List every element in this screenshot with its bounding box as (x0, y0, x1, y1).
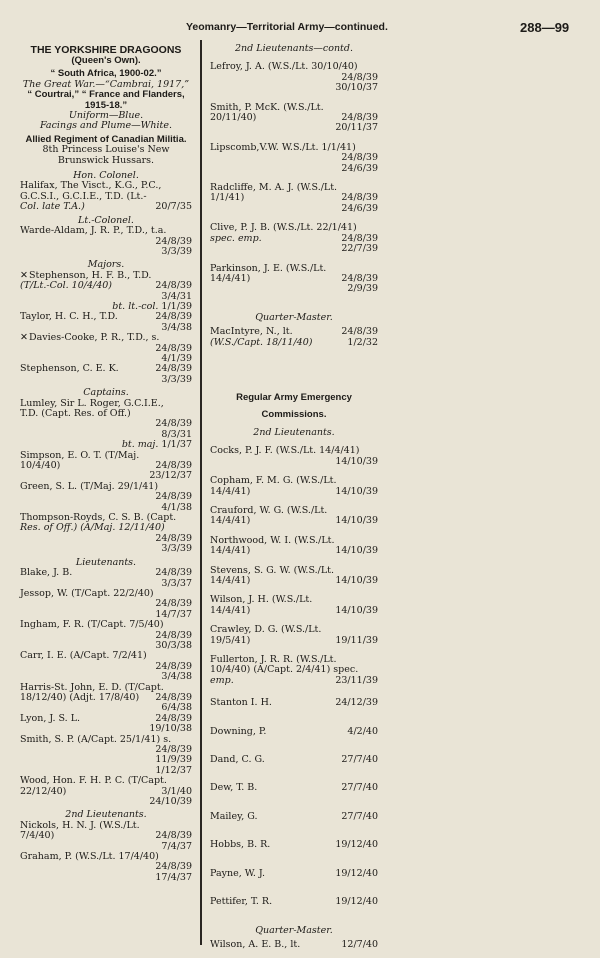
entry-date: 4/1/39 (161, 352, 192, 364)
battle-honour: “ South Africa, 1900-02.” (50, 68, 162, 80)
entry-date: 3/4/31 (161, 290, 192, 302)
regiment-subtitle: (Queen's Own). (71, 55, 141, 66)
entry-date: 1/1/39 (161, 300, 192, 312)
entry-date: 24/8/39 (155, 660, 192, 672)
entry-name: Dew, T. B. (210, 782, 258, 794)
entry-date: 3/3/39 (161, 373, 192, 385)
allied-regiment-heading: Allied Regiment of Canadian Militia. (25, 133, 187, 145)
entry-name: Wood, Hon. F. H. P. C. (T/Capt. (20, 775, 167, 787)
entry-date: 4/1/38 (161, 501, 192, 513)
page-number: 288—99 (520, 20, 570, 35)
entry-date: 3/1/40 (161, 785, 192, 797)
entry-date: 24/8/39 (155, 311, 192, 323)
entry-date: 24/8/39 (341, 112, 378, 124)
entry-date: 12/7/40 (341, 938, 378, 950)
entry-date: 19/12/40 (335, 867, 378, 879)
entry-date: 24/8/39 (155, 280, 192, 292)
section-title: Commissions. (261, 408, 327, 420)
entry-name: Lyon, J. S. L. (20, 712, 81, 724)
entry-text: 22/12/40) (20, 785, 67, 797)
entry-text: 20/11/40) (210, 112, 257, 124)
entry-date: 3/3/37 (161, 577, 192, 589)
entry-date: 1/1/37 (161, 439, 192, 451)
entry-name: Blake, J. B. (20, 567, 73, 579)
entry-name: Wilson, J. H. (W.S./Lt. (210, 594, 313, 606)
entry-date: 14/10/39 (335, 455, 378, 467)
entry-text: spec. emp. (210, 232, 262, 244)
entry-date: 14/10/39 (335, 575, 378, 586)
running-header (0, 20, 600, 38)
allied-unit: 8th Princess Louise's New Brunswick Hussars. (42, 144, 170, 166)
entry-date: 24/8/39 (155, 235, 192, 247)
entry-text: 18/12/40) (Adjt. 17/8/40) (20, 691, 140, 703)
entry-date: 24/8/39 (155, 567, 192, 579)
entry-date: 24/8/39 (155, 861, 192, 873)
entry-date: 24/8/39 (155, 363, 192, 375)
uniform-text: Uniform—Blue. (68, 110, 144, 122)
entry-text: 7/4/40) (20, 830, 55, 842)
entry-name: Stanton I. H. (210, 697, 272, 709)
entry-name: Warde-Aldam, J. R. P., T.D., t.a. (20, 225, 167, 237)
entry-date: 24/8/39 (341, 326, 378, 338)
entry-date: 27/7/40 (341, 754, 378, 766)
entry-date: 23/12/37 (149, 470, 192, 482)
entry-name: MacIntyre, N., lt. (210, 326, 293, 338)
entry-date: 3/4/38 (161, 671, 192, 683)
entry-date: 24/12/39 (335, 697, 378, 709)
entry-name: Radcliffe, M. A. J. (W.S./Lt. (210, 182, 338, 194)
entry-text: T.D. (Capt. Res. of Off.) (20, 408, 131, 419)
right-column (210, 44, 378, 950)
entry-date: 3/3/39 (161, 543, 192, 555)
facings-text: Facings and Plume—White. (39, 120, 172, 132)
section-heading: Captains. (83, 387, 129, 399)
entry-text: 14/4/41) (210, 545, 251, 557)
entry-name: Northwood, W. I. (W.S./Lt. (210, 534, 335, 546)
entry-date: 24/8/39 (155, 629, 192, 641)
entry-text: Res. of Off.) (A/Maj. 12/11/40) (20, 522, 165, 534)
entry-date: 14/10/39 (335, 545, 378, 557)
entry-date: 24/8/39 (155, 532, 192, 544)
entry-name: Pettifer, T. R. (210, 896, 273, 908)
section-heading: Hon. Colonel. (73, 170, 139, 182)
entry-date: 19/12/40 (335, 839, 378, 851)
entry-date: 24/8/39 (341, 152, 378, 164)
entry-text: 10/4/40) (A/Capt. 2/4/41) spec. (210, 664, 359, 676)
entry-name: Parkinson, J. E. (W.S./Lt. (210, 262, 327, 274)
section-heading: Majors. (87, 259, 125, 271)
entry-date: 24/8/39 (155, 712, 192, 724)
entry-date: 23/11/39 (335, 674, 378, 686)
entry-date: 1/12/37 (155, 764, 192, 776)
entry-date: 24/8/39 (341, 71, 378, 83)
entry-name: Lipscomb,V.W. W.S./Lt. 1/1/41) (210, 141, 356, 153)
entry-date: 24/6/39 (341, 162, 378, 174)
entry-text: (T/Lt.-Col. 10/4/40) (20, 280, 112, 292)
entry-name: Clive, P. J. B. (W.S./Lt. 22/1/41) (210, 222, 357, 234)
header-title: Yeomanry—Territorial Army—continued. (186, 21, 388, 33)
entry-date: 7/4/37 (161, 840, 192, 852)
brevet-rank: bt. maj. (121, 439, 159, 451)
entry-date: 19/12/40 (335, 896, 378, 908)
section-heading: 2nd Lieutenants. (253, 426, 335, 438)
entry-name: Fullerton, J. R. R. (W.S./Lt. (210, 654, 337, 666)
cross-mark-icon: ✕ (20, 269, 28, 281)
entry-date: 22/7/39 (341, 243, 378, 255)
entry-text: 19/5/41) (210, 634, 251, 646)
battle-honour: The Great War.—“Cambrai, 1917,” (22, 78, 190, 90)
section-heading: Quarter-Master. (255, 924, 333, 936)
entry-date: 24/8/39 (341, 192, 378, 204)
entry-name: Crauford, W. G. (W.S./Lt. (210, 504, 328, 516)
cross-mark-icon: ✕ (20, 332, 28, 344)
entry-date: 24/8/39 (341, 272, 378, 284)
entry-name: Crawley, D. G. (W.S./Lt. (210, 624, 322, 636)
entry-name: Payne, W. J. (210, 867, 266, 879)
entry-date: 24/6/39 (341, 202, 378, 214)
entry-date: 14/10/39 (335, 604, 378, 616)
battle-honour: “ Courtrai,” “ France and Flanders, 1915-18.” (27, 89, 185, 111)
entry-name: Stevens, S. G. W. (W.S./Lt. (210, 564, 334, 576)
section-heading: Lieutenants. (75, 556, 137, 568)
entry-name: Carr, I. E. (A/Capt. 7/2/41) (20, 650, 147, 662)
entry-name: Wilson, A. E. B., lt. (210, 938, 301, 950)
entry-name: Copham, F. M. G. (W.S./Lt. (210, 475, 337, 487)
entry-date: 24/8/39 (155, 418, 192, 430)
entry-text: Halifax, The Visct., K.G., P.C., (20, 180, 162, 192)
entry-date: 24/8/39 (155, 460, 192, 472)
regiment-title: THE YORKSHIRE DRAGOONS (30, 44, 182, 56)
entry-name: Lumley, Sir L. Roger, G.C.I.E., (20, 397, 164, 409)
entry-name: Graham, P. (W.S./Lt. 17/4/40) (20, 851, 159, 863)
entry-text: 1/1/41) (210, 192, 245, 204)
entry-text: 14/4/41) (210, 485, 251, 497)
entry-name: Ingham, F. R. (T/Capt. 7/5/40) (20, 619, 164, 631)
entry-text: Col. late T.A.) (20, 201, 85, 213)
entry-date: 1/2/32 (347, 336, 378, 348)
entry-date: 6/4/38 (161, 702, 192, 714)
entry-name: Lefroy, J. A. (W.S./Lt. 30/10/40) (210, 61, 358, 73)
entry-date: 11/9/39 (155, 754, 192, 766)
entry-date: 3/4/38 (161, 321, 192, 333)
entry-name: Smith, S. P. (A/Capt. 25/1/41) s. (20, 733, 172, 745)
entry-date: 2/9/39 (347, 283, 378, 295)
entry-name: Thompson-Royds, C. S. B. (Capt. (20, 512, 177, 524)
entry-date: 8/3/31 (161, 428, 192, 440)
entry-name: Downing, P. (210, 725, 267, 737)
entry-name: Simpson, E. O. T. (T/Maj. (20, 449, 140, 461)
entry-name: Hobbs, B. R. (210, 839, 271, 851)
entry-text: 14/4/41) (210, 272, 251, 284)
entry-text: (W.S./Capt. 18/11/40) (210, 336, 313, 348)
entry-name: Jessop, W. (T/Capt. 22/2/40) (20, 587, 154, 599)
entry-name: Taylor, H. C. H., T.D. (20, 311, 118, 323)
entry-text: 10/4/40) (20, 460, 61, 472)
left-column (20, 44, 192, 883)
entry-text: 14/4/41) (210, 575, 251, 586)
entry-name: Dand, C. G. (210, 754, 265, 766)
entry-name: Green, S. L. (T/Maj. 29/1/41) (20, 480, 159, 492)
entry-text: 14/4/41) (210, 604, 251, 616)
entry-date: 20/7/35 (155, 201, 192, 213)
entry-date: 14/7/37 (155, 608, 192, 620)
entry-date: 20/11/37 (335, 122, 378, 134)
section-heading: Lt.-Colonel. (78, 214, 134, 226)
entry-date: 4/2/40 (347, 725, 378, 737)
entry-name: Harris-St. John, E. D. (T/Capt. (20, 681, 164, 693)
entry-name: Stephenson, H. F. B., T.D. (29, 269, 152, 281)
entry-name: Nickols, H. N. J. (W.S./Lt. (20, 819, 140, 831)
entry-name: Cocks, P. J. F. (W.S./Lt. 14/4/41) (210, 445, 360, 457)
entry-date: 27/7/40 (341, 782, 378, 794)
entry-date: 24/8/39 (155, 830, 192, 842)
section-heading: 2nd Lieutenants. (65, 809, 147, 821)
section-heading: Quarter-Master. (255, 311, 333, 323)
entry-date: 24/10/39 (149, 796, 192, 808)
entry-date: 24/8/39 (155, 744, 192, 755)
entry-date: 14/10/39 (335, 515, 378, 527)
entry-date: 24/8/39 (155, 491, 192, 503)
entry-date: 19/10/38 (149, 723, 192, 735)
section-title: Regular Army Emergency (236, 391, 352, 403)
entry-date: 30/10/37 (335, 82, 378, 94)
entry-text: emp. (210, 674, 234, 686)
section-heading: 2nd Lieutenants—contd. (235, 43, 353, 54)
entry-date: 3/3/39 (161, 245, 192, 257)
entry-date: 17/4/37 (155, 871, 192, 883)
brevet-rank: bt. lt.-col. (112, 300, 159, 312)
entry-name: Mailey, G. (210, 810, 258, 822)
entry-date: 24/8/39 (155, 598, 192, 610)
entry-date: 24/8/39 (155, 691, 192, 703)
entry-date: 14/10/39 (335, 485, 378, 497)
entry-date: 24/8/39 (155, 342, 192, 354)
entry-date: 24/8/39 (341, 232, 378, 244)
entry-name: Smith, P. McK. (W.S./Lt. (210, 101, 324, 113)
entry-date: 30/3/38 (155, 639, 192, 651)
entry-date: 19/11/39 (335, 634, 378, 646)
entry-name: Davies-Cooke, P. R., T.D., s. (29, 332, 160, 344)
entry-name: Stephenson, C. E. K. (20, 363, 119, 375)
column-divider (200, 40, 202, 945)
entry-text: G.C.S.I., G.C.I.E., T.D. (Lt.- (20, 190, 147, 202)
entry-date: 27/7/40 (341, 810, 378, 822)
entry-text: 14/4/41) (210, 515, 251, 527)
